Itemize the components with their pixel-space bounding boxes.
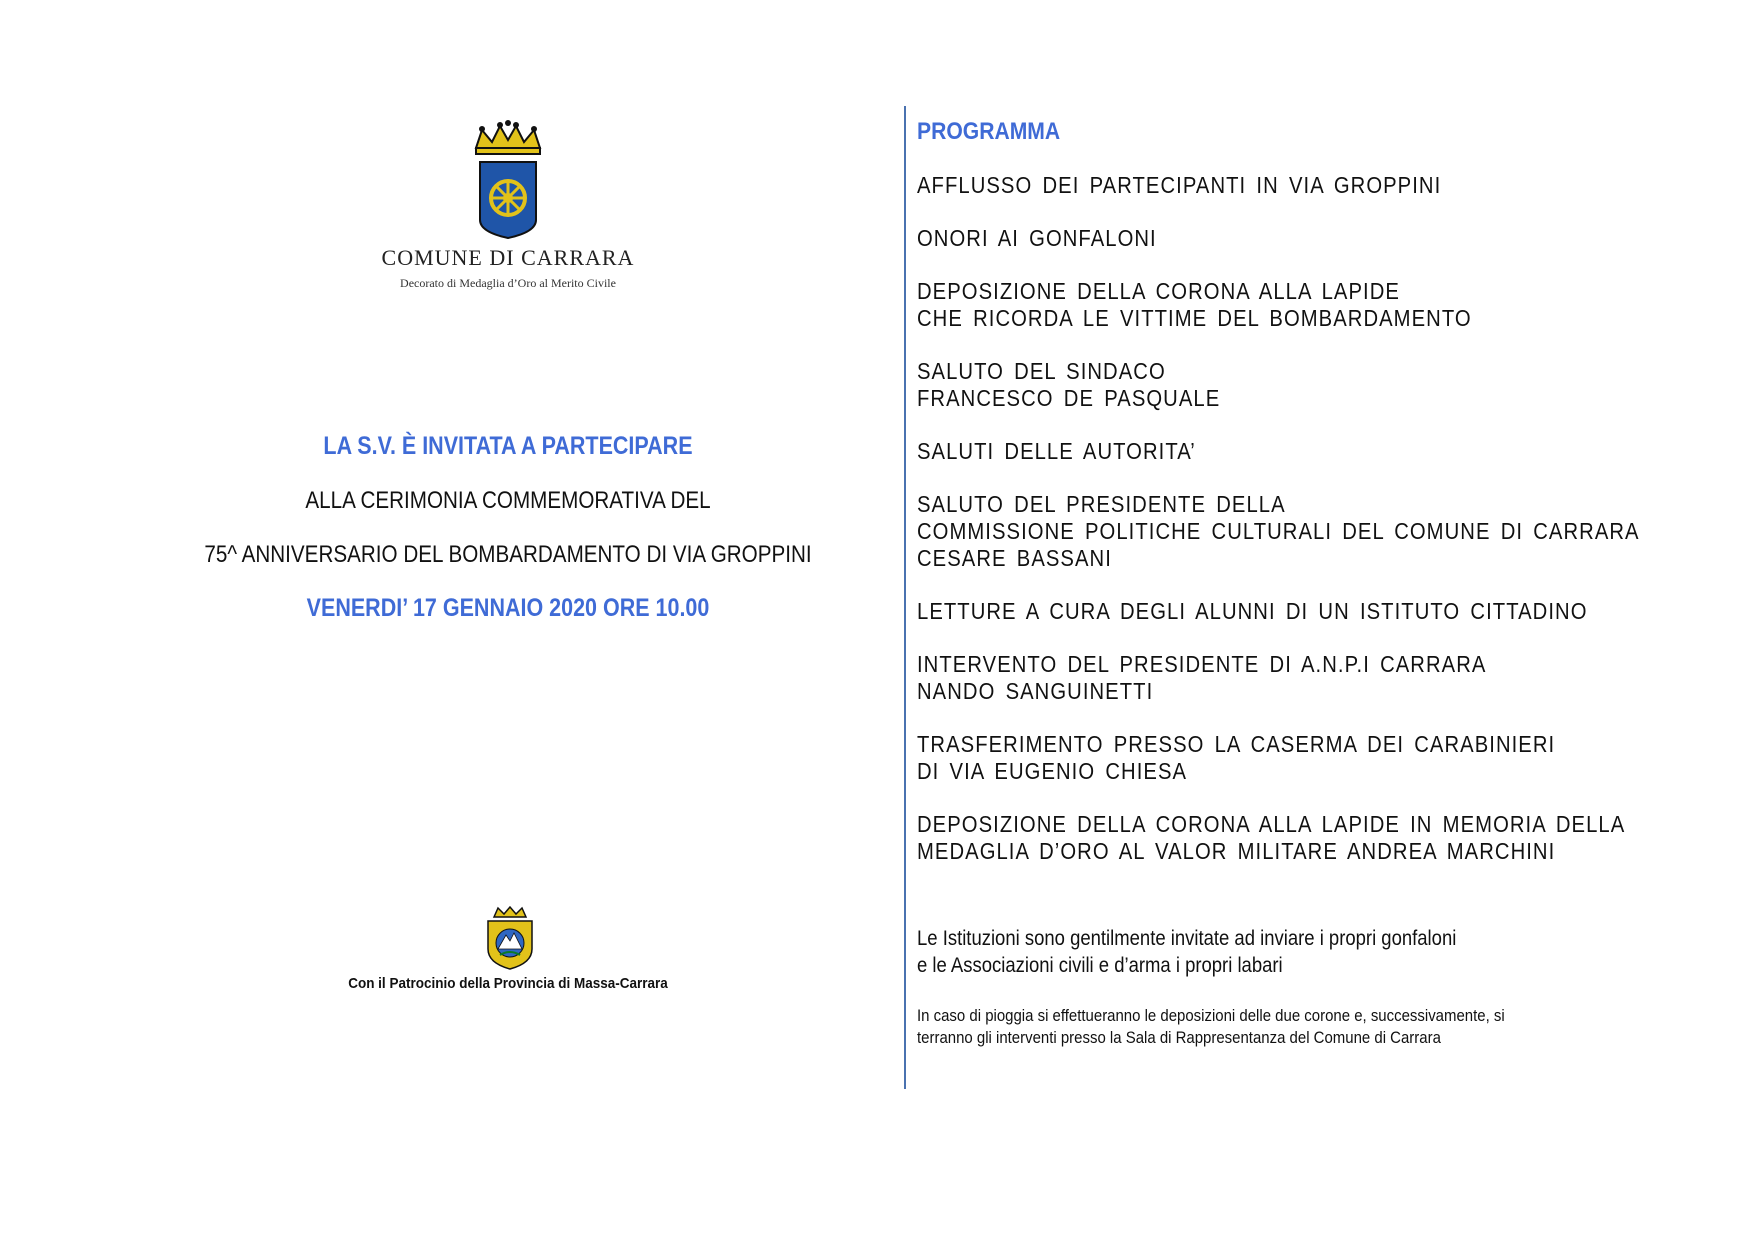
- rain-note: [917, 1005, 1709, 1049]
- program-item: [917, 172, 1709, 199]
- program-item-line: COMMISSIONE POLITICHE CULTURALI DEL COMUNE DI CARRARA: [917, 518, 1640, 544]
- program-item: [917, 731, 1709, 785]
- patrocinio-text: Con il Patrocinio della Provincia di Massa-Carrara: [348, 975, 668, 992]
- invite-date: VENERDI’ 17 GENNAIO 2020 ORE 10.00: [306, 594, 710, 622]
- program-item-line: DI VIA EUGENIO CHIESA: [917, 758, 1188, 784]
- program-title: PROGRAMMA: [917, 118, 1061, 145]
- note-line: e le Associazioni civili e d’arma i propri labari: [917, 954, 1283, 977]
- program-item: [917, 278, 1709, 332]
- program-item-line: MEDAGLIA D’ORO AL VALOR MILITARE ANDREA MARCHINI: [917, 838, 1556, 864]
- invite-line-ceremony: ALLA CERIMONIA COMMEMORATIVA DEL: [305, 487, 711, 514]
- comune-crest-icon: [468, 120, 548, 242]
- program-item: [917, 491, 1709, 572]
- note-line: Le Istituzioni sono gentilmente invitate ad inviare i propri gonfaloni: [917, 927, 1457, 950]
- program-item: [917, 811, 1709, 865]
- program-item-line: TRASFERIMENTO PRESSO LA CASERMA DEI CARABINIERI: [917, 731, 1556, 757]
- note-line: In caso di pioggia si effettueranno le deposizioni delle due corone e, successivamente, si: [917, 1006, 1505, 1025]
- program-item-line: SALUTO DEL SINDACO: [917, 358, 1166, 384]
- program-item-line: SALUTI DELLE AUTORITA’: [917, 438, 1196, 464]
- program-item-line: SALUTO DEL PRESIDENTE DELLA: [917, 491, 1286, 517]
- invite-heading: LA S.V. È INVITATA A PARTECIPARE: [323, 432, 693, 460]
- program-item-line: DEPOSIZIONE DELLA CORONA ALLA LAPIDE IN MEMORIA DELLA: [917, 811, 1626, 837]
- program-item-line: AFFLUSSO DEI PARTECIPANTI IN VIA GROPPINI: [917, 172, 1442, 198]
- program-item-line: CHE RICORDA LE VITTIME DEL BOMBARDAMENTO: [917, 305, 1472, 331]
- program-item-line: LETTURE A CURA DEGLI ALUNNI DI UN ISTITUTO CITTADINO: [917, 598, 1588, 624]
- program-item-line: FRANCESCO DE PASQUALE: [917, 385, 1221, 411]
- program-item: [917, 225, 1709, 252]
- comune-title: COMUNE DI CARRARA: [381, 245, 635, 270]
- vertical-divider: [904, 106, 906, 1089]
- invite-line-anniversary: 75^ ANNIVERSARIO DEL BOMBARDAMENTO DI VIA GROPPINI: [204, 541, 812, 568]
- program-item-line: DEPOSIZIONE DELLA CORONA ALLA LAPIDE: [917, 278, 1400, 304]
- institutions-note: [917, 925, 1709, 979]
- comune-subtitle: Decorato di Medaglia d’Oro al Merito Civile: [400, 276, 616, 290]
- program-item-line: ONORI AI GONFALONI: [917, 225, 1157, 251]
- program-item: [917, 651, 1709, 705]
- program-item: [917, 438, 1709, 465]
- program-item-line: CESARE BASSANI: [917, 545, 1112, 571]
- note-line: terranno gli interventi presso la Sala di Rappresentanza del Comune di Carrara: [917, 1028, 1441, 1047]
- program-panel: [917, 118, 1717, 1049]
- program-item: [917, 598, 1709, 625]
- provincia-crest-icon: [480, 905, 540, 975]
- program-item: [917, 358, 1709, 412]
- program-item-line: NANDO SANGUINETTI: [917, 678, 1154, 704]
- program-item-line: INTERVENTO DEL PRESIDENTE DI A.N.P.I CARRARA: [917, 651, 1487, 677]
